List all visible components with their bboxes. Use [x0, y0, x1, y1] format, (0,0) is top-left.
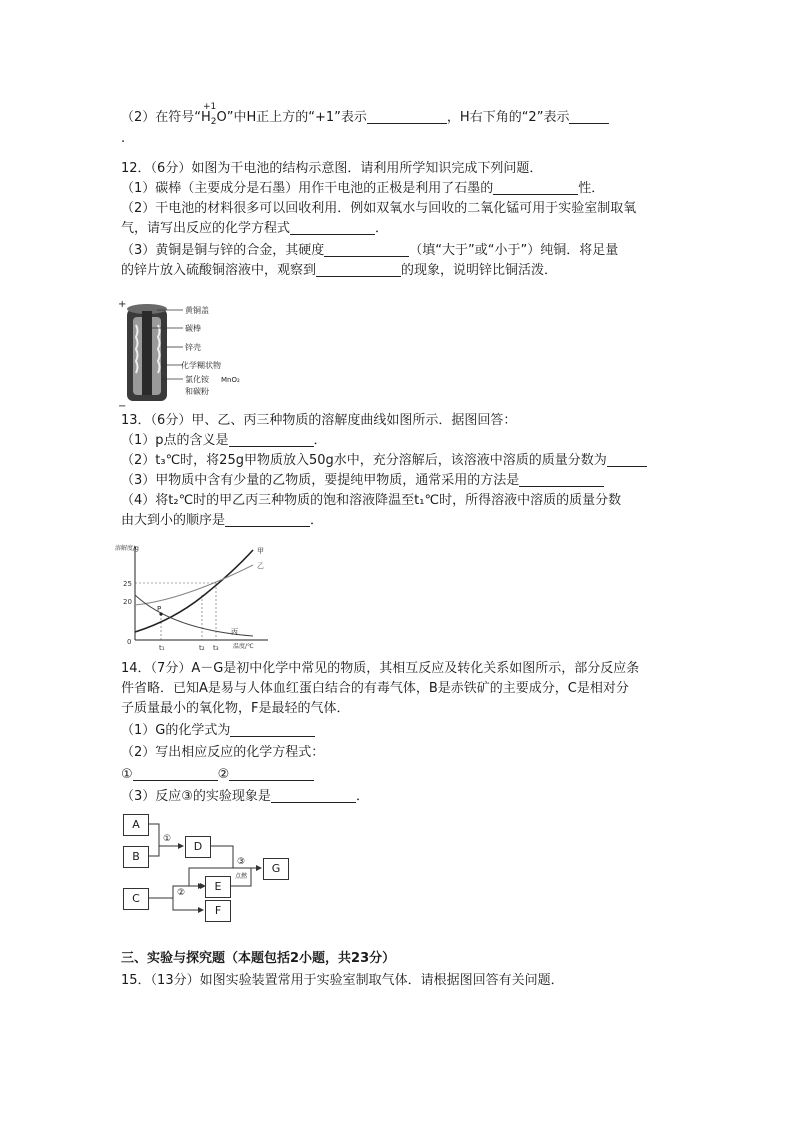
y-tick: 25	[123, 580, 132, 588]
arrow-label: ③	[237, 857, 246, 867]
fig-label: 锌壳	[185, 343, 201, 352]
q12-part2b	[121, 220, 388, 238]
answer-blank[interactable]	[607, 452, 647, 467]
q12-part3a	[121, 242, 618, 260]
q14-part2: （2）写出相应反应的化学方程式：	[121, 745, 325, 760]
y-axis-label: 溶解度/g	[115, 545, 139, 552]
answer-blank[interactable]	[229, 766, 314, 781]
battery-figure	[113, 295, 253, 413]
condition-label: 点燃	[235, 873, 248, 880]
q12-p3-text: （3）黄铜是铜与锌的合金，其硬度	[121, 243, 325, 258]
answer-blank[interactable]	[316, 262, 401, 277]
q12-p2-text: 气，请写出反应的化学方程式	[121, 221, 291, 236]
q13-p4-end: ．	[310, 513, 324, 528]
q14-p3-end: ．	[355, 789, 369, 804]
answer-blank[interactable]	[133, 766, 218, 781]
q13-part4a: （4）将t₂℃时的甲乙丙三种物质的饱和溶液降温至t₁℃时，所得溶液中溶质的质量分数	[121, 493, 622, 508]
battery-plus: +	[118, 299, 127, 310]
q12-p3-text3: 的锌片放入硫酸铜溶液中，观察到	[121, 263, 317, 278]
fig-label: 黄铜盖	[185, 306, 209, 315]
q11-p2-prefix: （2）在符号“	[121, 110, 202, 125]
circled-two: ②	[217, 767, 230, 782]
answer-blank[interactable]	[230, 722, 315, 737]
q12-p2-end: ．	[375, 221, 389, 236]
series-label: 丙	[231, 628, 238, 636]
node-e: E	[205, 876, 231, 898]
x-axis-label: 温度/℃	[233, 643, 254, 650]
q11-p2-mid: ”中H正上方的“+1”表示	[226, 110, 367, 125]
fig-label: 和碳粉	[185, 387, 209, 396]
node-c: C	[123, 888, 149, 910]
answer-blank[interactable]	[367, 109, 447, 124]
symbol-after: O	[216, 110, 227, 125]
series-label: 乙	[257, 562, 264, 570]
q13-p4-text: 由大到小的顺序是	[121, 513, 226, 528]
q14-line2: 件省略．已知A是易与人体血红蛋白结合的有毒气体，B是赤铁矿的主要成分，C是相对分	[121, 681, 629, 696]
x-tick: t₃	[213, 644, 219, 652]
node-f: F	[205, 900, 231, 922]
q13-p1-end: ．	[313, 433, 327, 448]
q14-part3	[121, 788, 369, 806]
q14-line3: 子质量最小的氧化物，F是最轻的气体．	[121, 701, 350, 716]
origin-label: 0	[127, 638, 132, 646]
node-a: A	[123, 814, 149, 836]
q14-line1: 14．（7分）A－G是初中化学中常见的物质，其相互反应及转化关系如图所示，部分反应条	[121, 661, 640, 676]
q13-part2	[121, 452, 647, 470]
q13-part1	[121, 432, 327, 450]
q14-p1-text: （1）G的化学式为	[121, 723, 231, 738]
q12-p1-end: 性．	[578, 181, 605, 196]
q12-part2a: （2）干电池的材料很多可以回收利用．例如双氧水与回收的二氧化锰可用于实验室制取氧	[121, 201, 637, 216]
q12-part3b	[121, 262, 557, 280]
q11-part2	[121, 102, 609, 131]
fig-label: 氯化铵	[185, 375, 209, 384]
node-g: G	[263, 858, 289, 880]
answer-blank[interactable]	[229, 432, 314, 447]
q13-p2-text: （2）t₃℃时，将25g甲物质放入50g水中，充分溶解后，该溶液中溶质的质量分数为	[121, 453, 607, 468]
x-tick: t₁	[159, 644, 165, 652]
curve-yi	[135, 565, 253, 605]
q13-p3-text: （3）甲物质中含有少量的乙物质，要提纯甲物质，通常采用的方法是	[121, 473, 520, 488]
valence-sup: +1	[203, 102, 217, 112]
q12-title: 12．（6分）如图为干电池的结构示意图．请利用所学知识完成下列问题．	[121, 161, 543, 176]
symbol-sub: 2	[210, 117, 217, 127]
h2o-symbol	[201, 102, 227, 131]
answer-blank[interactable]	[569, 109, 609, 124]
arrow-label: ①	[163, 834, 172, 844]
q12-p3-text2: （填“大于”或“小于”）纯铜．将足量	[409, 243, 619, 258]
q11-end: .	[121, 131, 126, 146]
q12-p3-end: 的现象，说明锌比铜活泼．	[401, 263, 558, 278]
arrow-label: ②	[177, 888, 186, 898]
q11-p2-mid2: ，H右下角的“2”表示	[446, 110, 570, 125]
q14-p3-text: （3）反应③的实验现象是	[121, 789, 271, 804]
point-p-label: P	[157, 605, 162, 613]
answer-blank[interactable]	[271, 788, 356, 803]
fig-label: MnO₂	[221, 376, 240, 384]
answer-blank[interactable]	[324, 242, 409, 257]
q14-part1	[121, 722, 315, 740]
q13-title: 13．（6分）甲、乙、丙三种物质的溶解度曲线如图所示．据图回答：	[121, 413, 517, 428]
q15-title: 15．（13分）如图实验装置常用于实验室制取气体．请根据图回答有关问题．	[121, 973, 564, 988]
fig-label: 碳棒	[185, 324, 201, 333]
series-label: 甲	[257, 547, 264, 555]
q12-p1-text: （1）碳棒（主要成分是石墨）用作干电池的正极是利用了石墨的	[121, 181, 494, 196]
q12-part1	[121, 180, 604, 198]
reaction-diagram	[113, 812, 303, 924]
fig-label: 化学糊状物	[181, 361, 221, 370]
y-tick: 20	[123, 598, 132, 606]
q13-part4b	[121, 512, 323, 530]
q13-p1-text: （1）p点的含义是	[121, 433, 229, 448]
answer-blank[interactable]	[493, 180, 578, 195]
symbol-base: H	[201, 110, 211, 125]
circled-one: ①	[121, 767, 133, 782]
q14-part2-blanks	[121, 766, 314, 784]
q13-part3	[121, 472, 604, 490]
answer-blank[interactable]	[519, 472, 604, 487]
x-tick: t₂	[199, 644, 205, 652]
section3-title: 三、实验与探究题（本题包括2小题，共23分）	[121, 951, 396, 966]
node-b: B	[123, 846, 149, 868]
answer-blank[interactable]	[225, 512, 310, 527]
solubility-chart	[113, 540, 273, 655]
node-d: D	[185, 836, 211, 858]
battery-minus: −	[118, 401, 127, 412]
carbon-rod	[142, 311, 152, 395]
answer-blank[interactable]	[290, 220, 375, 235]
